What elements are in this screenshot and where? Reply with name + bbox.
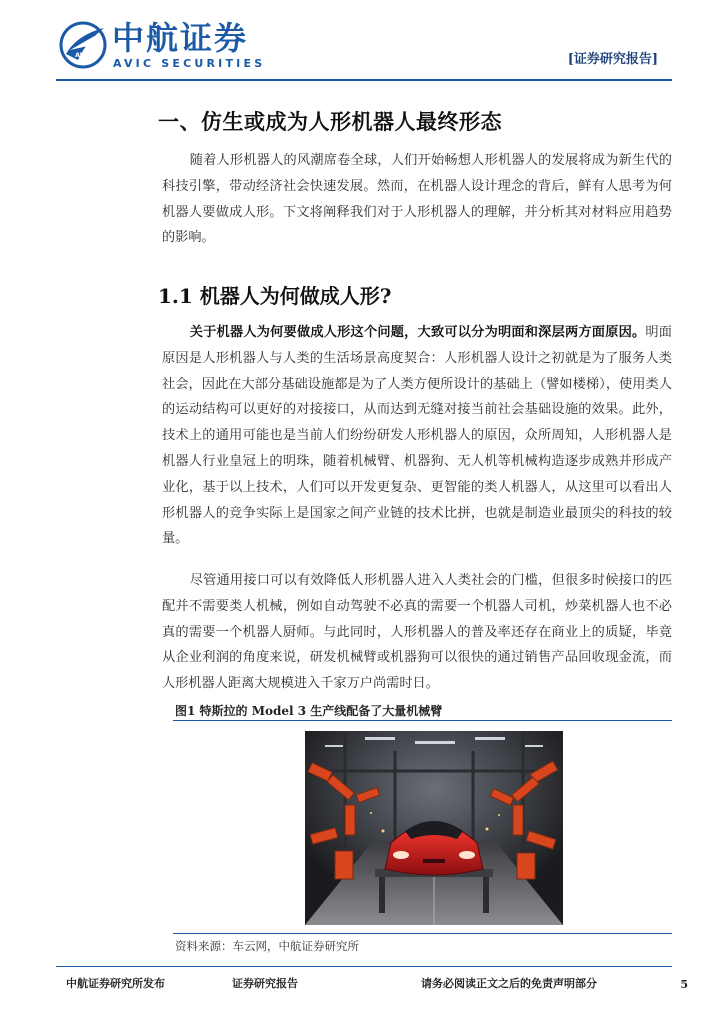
section-intro-paragraph: 随着人形机器人的风潮席卷全球，人们开始畅想人形机器人的发展将成为新生代的科技引擎，带动经济社会快速发展。然而，在机器人设计理念的背后，鲜有人思考为何机器人要做成人形。下文将阐释我们对于人形机器人的理解，并分析其对材料应用趋势的影响。: [162, 153, 672, 246]
figure-caption: 图1 特斯拉的 Model 3 生产线配备了大量机械臂: [175, 704, 443, 718]
page-header: [0, 0, 724, 82]
footer-publisher: 中航证券研究所发布: [66, 977, 165, 990]
subsection-title: 1.1 机器人为何做成人形?: [158, 284, 392, 308]
footer-divider: [56, 966, 672, 967]
factory-robot-arms-photo: [305, 731, 563, 925]
logo-text: AVIC: [75, 51, 92, 59]
page-number: 5: [680, 978, 688, 991]
subsection-paragraph-2: 尽管通用接口可以有效降低人形机器人进入人类社会的门槛，但很多时候接口的匹配并不需要类人机械，例如自动驾驶不必真的需要一个机器人司机，炒菜机器人也不必真的需要一个机器人厨师。与此同时，人形机器人的普及率还存在商业上的质疑，毕竟从企业利润的角度来说，研发机械臂或机器狗可以很快的通过销售产品回收现金流，而人形机器人距离大规模进入千家万户尚需时日。: [162, 573, 672, 692]
footer-disclaimer-note: 请务必阅读正文之后的免责声明部分: [421, 977, 597, 990]
figure-image: [305, 731, 563, 925]
paragraph-body: 明面原因是人形机器人与人类的生活场景高度契合：人形机器人设计之初就是为了服务人类社会，因此在大部分基础设施都是为了人类方便所设计的基础上（譬如楼梯），使用类人的运动结构可以更好的对接接口，从而达到无缝对接当前社会基础设施的效果。此外，技术上的通用可能也是当前人们纷纷研发人形机器人的原因，众所周知，人形机器人是机器人行业皇冠上的明珠，随着机械臂、机器狗、无人机等机械构造逐步成熟并形成产业化，基于以上技术，人们可以开发更复杂、更智能的类人机器人，从这里可以看出人形机器人的竞争实际上是国家之间产业链的技术比拼，也就是制造业最顶尖的科技的较量。: [162, 325, 672, 547]
paragraph-lead-sentence: 关于机器人为何要做成人形这个问题，大致可以分为明面和深层两方面原因。: [189, 325, 646, 340]
subsection-paragraph-1: [162, 320, 672, 552]
figure-bottom-rule: [173, 933, 672, 934]
avic-logo-icon: [58, 20, 108, 70]
footer-report-type: 证券研究报告: [232, 977, 298, 990]
brand-name-cn: 中航证券: [112, 19, 249, 57]
section-title: 一、仿生或成为人形机器人最终形态: [158, 109, 502, 134]
header-divider: [56, 79, 672, 81]
figure-top-rule: [173, 720, 672, 721]
report-type-tag: [证券研究报告]: [567, 52, 658, 67]
figure-source: 资料来源：车云网，中航证券研究所: [175, 939, 359, 953]
brand-name-en: AVIC SECURITIES: [113, 57, 266, 70]
